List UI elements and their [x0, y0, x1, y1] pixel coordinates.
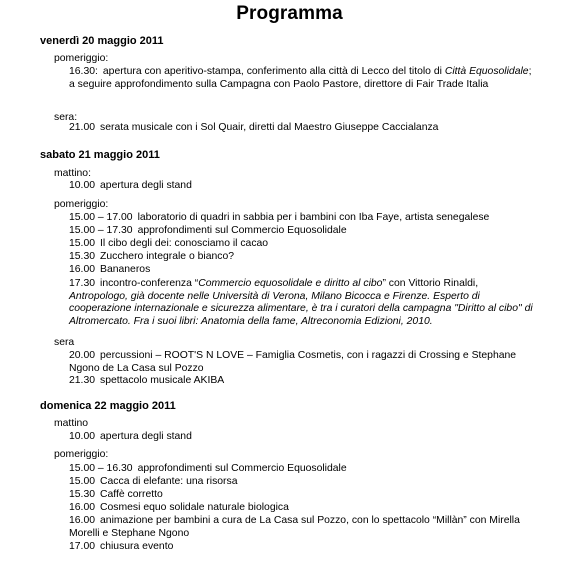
schedule-entry: [69, 225, 539, 238]
entry-text: approfondimenti sul Commercio Equosolidale: [137, 463, 347, 474]
entry-time: 15.30: [69, 251, 96, 262]
schedule-entry: [69, 180, 539, 193]
page-title: Programma: [236, 3, 343, 24]
day-heading: venerdì 20 maggio 2011: [40, 35, 164, 47]
day-heading: domenica 22 maggio 2011: [40, 400, 176, 412]
day-heading: sabato 21 maggio 2011: [40, 149, 160, 161]
schedule-entry: [69, 278, 539, 328]
entry-time: 17.30: [69, 278, 96, 289]
entry-time: 15.00 – 17.30: [69, 225, 133, 236]
schedule-entry: [69, 212, 539, 225]
schedule-entry: [69, 431, 539, 444]
entry-text-italic: Commercio equosolidale e diritto al cibo: [198, 278, 383, 289]
schedule-entry: [69, 541, 539, 554]
schedule-entry: [69, 489, 539, 502]
entry-time: 15.00 – 16.30: [69, 463, 133, 474]
entry-text: laboratorio di quadri in sabbia per i bambini con Iba Faye, artista senegalese: [137, 212, 490, 223]
entry-time: 10.00: [69, 431, 96, 442]
schedule-entry: [69, 375, 539, 388]
entry-text: spettacolo musicale AKIBA: [100, 375, 225, 386]
schedule-entry: [69, 264, 539, 277]
entry-text: Bananeros: [100, 264, 151, 275]
entry-time: 15.00 – 17.00: [69, 212, 133, 223]
entry-text: apertura degli stand: [100, 180, 192, 191]
entry-time: 16.00: [69, 515, 96, 526]
entry-text: chiusura evento: [100, 541, 174, 552]
entry-text: Zucchero integrale o bianco?: [100, 251, 235, 262]
section-label: pomeriggio:: [54, 53, 109, 64]
schedule-entry: [69, 476, 539, 489]
entry-text: percussioni – ROOT'S N LOVE – Famiglia Cosmetis, con i ragazzi di Crossing e Stephane Ngono de La Casa sul Pozzo: [69, 350, 517, 374]
section-label: mattino: [54, 418, 89, 429]
schedule-entry: [69, 122, 539, 135]
entry-text: approfondimenti sul Commercio Equosolidale: [137, 225, 347, 236]
entry-text: Il cibo degli dei: conosciamo il cacao: [100, 238, 269, 249]
schedule-entry: [69, 502, 539, 515]
entry-time: 16.00: [69, 502, 96, 513]
entry-text: apertura con aperitivo-stampa, conferimento alla città di Lecco del titolo di: [102, 66, 445, 77]
entry-time: 10.00: [69, 180, 96, 191]
entry-text: ; a seguire approfondimento sulla Campagna con Paolo Pastore, direttore di Fair Trade Italia: [69, 66, 532, 90]
entry-time: 20.00: [69, 350, 96, 361]
entry-text-italic: Antropologo, già docente nelle Università di Verona, Milano Bicocca e Firenze. Esperto di cooperazione internazionale e sicurezza alimentare, è tra i curatori della campagna "Diritto al cibo" di Altromercato. Fra i suoi libri: Anatomia della fame, Altreconomia Edizioni, 2010.: [69, 290, 533, 327]
schedule-entry: [69, 463, 539, 476]
schedule-entry: [69, 515, 539, 540]
section-label: mattino:: [54, 168, 91, 179]
entry-time: 15.30: [69, 489, 96, 500]
schedule-entry: [69, 238, 539, 251]
entry-time: 16.00: [69, 264, 96, 275]
entry-text: ” con Vittorio Rinaldi,: [382, 278, 479, 289]
entry-text: incontro-conferenza “: [100, 278, 199, 289]
section-label: pomeriggio:: [54, 449, 109, 460]
schedule-entry: [69, 66, 539, 91]
schedule-entry: [69, 350, 539, 375]
section-label: sera:: [54, 112, 78, 123]
section-label: pomeriggio:: [54, 199, 109, 210]
entry-text-italic: Città Equosolidale: [444, 66, 529, 77]
entry-time: 21.00: [69, 122, 96, 133]
entry-time: 15.00: [69, 476, 96, 487]
schedule-entry: [69, 251, 539, 264]
entry-time: 17.00: [69, 541, 96, 552]
entry-time: 16.30:: [69, 66, 98, 77]
entry-text: Caffè corretto: [100, 489, 163, 500]
entry-text: serata musicale con i Sol Quair, diretti dal Maestro Giuseppe Caccialanza: [100, 122, 439, 133]
entry-time: 15.00: [69, 238, 96, 249]
entry-text: animazione per bambini a cura de La Casa sul Pozzo, con lo spettacolo “Millàn” con Mirella Morelli e Stephane Ngono: [69, 515, 520, 539]
entry-text: Cacca di elefante: una risorsa: [100, 476, 238, 487]
entry-text: Cosmesi equo solidale naturale biologica: [100, 502, 289, 513]
section-label: sera: [54, 337, 75, 348]
entry-time: 21.30: [69, 375, 96, 386]
entry-text: apertura degli stand: [100, 431, 192, 442]
